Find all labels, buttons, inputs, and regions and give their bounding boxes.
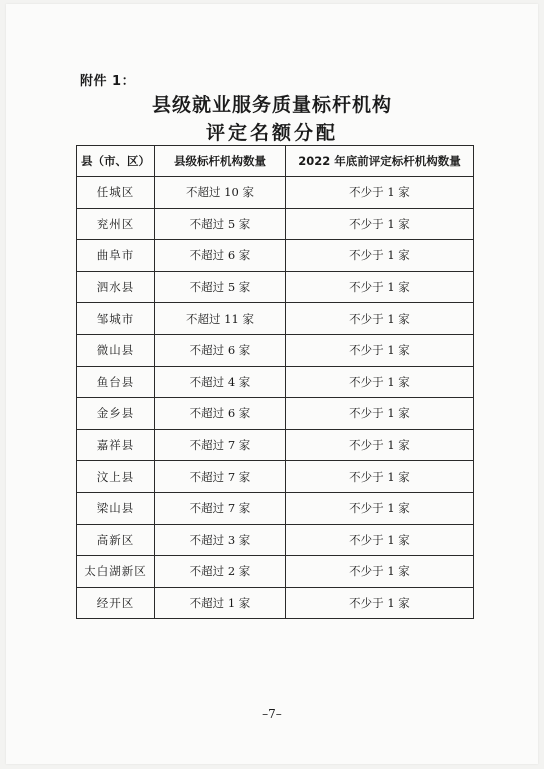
table-row	[77, 587, 474, 619]
table-row	[77, 524, 474, 556]
county-cell: 太白湖新区	[77, 556, 155, 588]
header-county: 县（市、区）	[77, 146, 155, 177]
county-cell: 金乡县	[77, 398, 155, 430]
county-quota-cell: 不超过 7 家	[155, 461, 286, 493]
quota-2022-cell: 不少于 1 家	[286, 177, 474, 209]
quota-2022-cell: 不少于 1 家	[286, 366, 474, 398]
county-quota-cell: 不超过 10 家	[155, 177, 286, 209]
county-cell: 曲阜市	[77, 240, 155, 272]
table-row	[77, 461, 474, 493]
county-cell: 鱼台县	[77, 366, 155, 398]
county-cell: 梁山县	[77, 492, 155, 524]
quota-2022-cell: 不少于 1 家	[286, 492, 474, 524]
title-line-1: 县级就业服务质量标杆机构	[151, 94, 392, 116]
county-quota-cell: 不超过 11 家	[155, 303, 286, 335]
table-row	[77, 366, 474, 398]
quota-2022-cell: 不少于 1 家	[286, 587, 474, 619]
county-cell: 汶上县	[77, 461, 155, 493]
table-row	[77, 271, 474, 303]
table-row	[77, 398, 474, 430]
header-county-quota: 县级标杆机构数量	[155, 146, 286, 177]
county-cell: 高新区	[77, 524, 155, 556]
county-cell: 泗水县	[77, 271, 155, 303]
county-quota-cell: 不超过 6 家	[155, 240, 286, 272]
quota-2022-cell: 不少于 1 家	[286, 556, 474, 588]
county-cell: 邹城市	[77, 303, 155, 335]
header-2022-quota: 2022 年底前评定标杆机构数量	[286, 146, 474, 177]
quota-2022-cell: 不少于 1 家	[286, 334, 474, 366]
county-cell: 兖州区	[77, 208, 155, 240]
quota-2022-cell: 不少于 1 家	[286, 208, 474, 240]
county-quota-cell: 不超过 7 家	[155, 492, 286, 524]
table-row	[77, 303, 474, 335]
title-line-2: 评定名额分配	[205, 122, 338, 144]
county-quota-cell: 不超过 3 家	[155, 524, 286, 556]
county-quota-cell: 不超过 2 家	[155, 556, 286, 588]
table-header	[77, 146, 474, 177]
table-row	[77, 208, 474, 240]
county-quota-cell: 不超过 1 家	[155, 587, 286, 619]
table-row	[77, 429, 474, 461]
county-quota-cell: 不超过 4 家	[155, 366, 286, 398]
table-body	[77, 177, 474, 619]
county-cell: 嘉祥县	[77, 429, 155, 461]
quota-2022-cell: 不少于 1 家	[286, 524, 474, 556]
county-quota-cell: 不超过 5 家	[155, 271, 286, 303]
quota-2022-cell: 不少于 1 家	[286, 461, 474, 493]
quota-2022-cell: 不少于 1 家	[286, 398, 474, 430]
header-row	[77, 146, 474, 177]
table-row	[77, 334, 474, 366]
allocation-table	[76, 145, 474, 619]
quota-2022-cell: 不少于 1 家	[286, 240, 474, 272]
quota-2022-cell: 不少于 1 家	[286, 429, 474, 461]
county-quota-cell: 不超过 7 家	[155, 429, 286, 461]
page-number: –7–	[262, 707, 282, 721]
quota-2022-cell: 不少于 1 家	[286, 271, 474, 303]
county-quota-cell: 不超过 6 家	[155, 398, 286, 430]
county-quota-cell: 不超过 5 家	[155, 208, 286, 240]
quota-2022-cell: 不少于 1 家	[286, 303, 474, 335]
county-cell: 经开区	[77, 587, 155, 619]
table-row	[77, 492, 474, 524]
table-row	[77, 240, 474, 272]
county-quota-cell: 不超过 6 家	[155, 334, 286, 366]
county-cell: 任城区	[77, 177, 155, 209]
table-row	[77, 177, 474, 209]
county-cell: 微山县	[77, 334, 155, 366]
table-row	[77, 556, 474, 588]
attachment-label: 附件 1：	[80, 74, 136, 89]
